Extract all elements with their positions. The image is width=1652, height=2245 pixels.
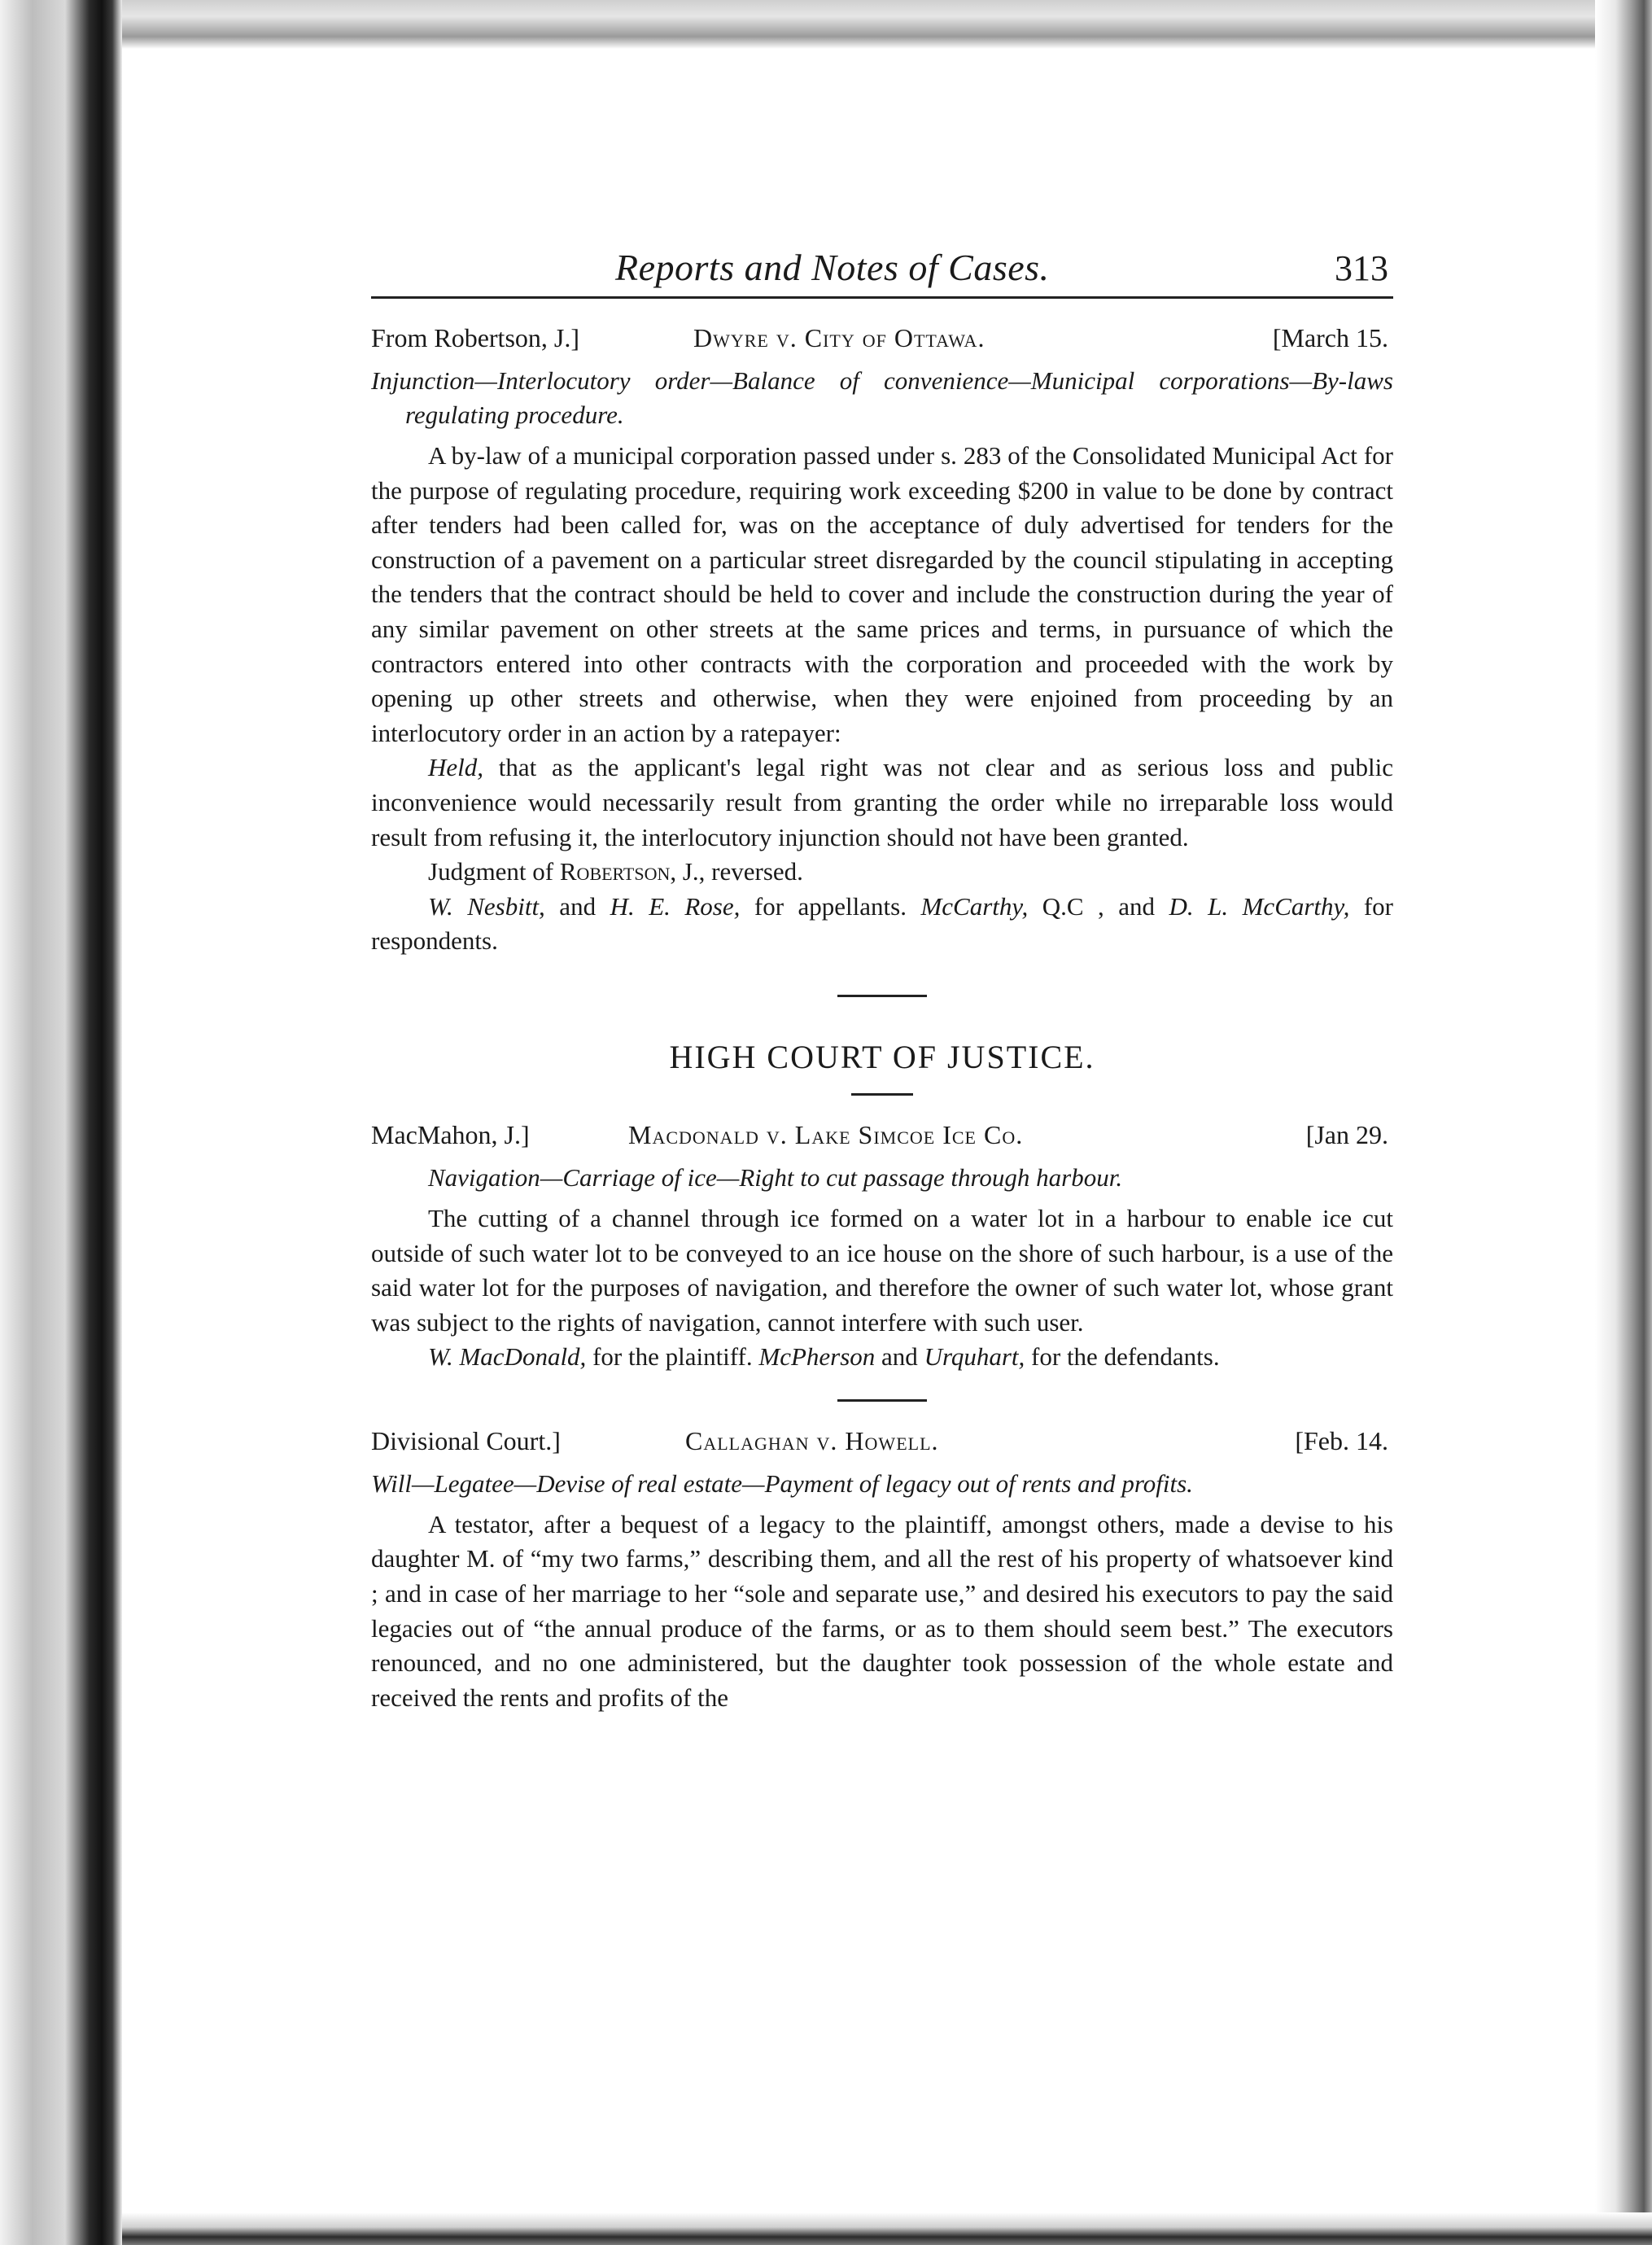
case-parties: Callaghan v. Howell. xyxy=(685,1425,939,1455)
case-parties: Macdonald v. Lake Simcoe Ice Co. xyxy=(628,1119,1024,1149)
case-paragraph: The cutting of a channel through ice formed on a water lot in a harbour to enable ice cut outside of such water lot to be conveyed to an ice house on the shore of such harbour, is a use of the said water lot for the purposes of navigation, and therefore the owner of such water lot, whose grant was subject to the rights of navigation, cannot interfere with such user. xyxy=(371,1203,1393,1337)
held-text: that as the applicant's legal right was not clear and as serious loss and public inconvenience would necessarily result from granting the order while no irreparable loss would result from refusing it, the interlocutory injunction should not have been granted. xyxy=(371,753,1393,851)
section-divider xyxy=(851,1093,913,1096)
case-holding xyxy=(371,751,1393,855)
case-counsel xyxy=(371,890,1393,959)
judgment-prefix: Judgment of xyxy=(428,857,560,886)
case-headnote: Navigation—Carriage of ice—Right to cut passage through harbour. xyxy=(428,1162,1123,1192)
judgment-suffix: , J., reversed. xyxy=(670,857,803,886)
case-date: [Jan 29. xyxy=(1305,1119,1388,1149)
case-heading-macdonald xyxy=(371,1120,1393,1156)
counsel-name: W. MacDonald, xyxy=(428,1342,587,1372)
page-number: 313 xyxy=(1335,248,1388,288)
counsel-name: Urquhart, xyxy=(924,1342,1025,1372)
counsel-role: for the defendants. xyxy=(1025,1342,1220,1372)
counsel-name: McCarthy, xyxy=(920,891,1029,921)
case-headnote: Injunction—Interlocutory order—Balance of convenience—Municipal corporations—By-laws regulating procedure. xyxy=(371,366,1393,429)
case-heading-dwyre xyxy=(371,323,1393,359)
counsel-name: McPherson xyxy=(758,1342,876,1372)
scan-bottom-edge xyxy=(122,2212,1652,2245)
case-headnote: Will—Legatee—Devise of real estate—Payment of legacy out of rents and profits. xyxy=(371,1468,1193,1498)
scan-top-edge xyxy=(122,0,1652,49)
case-court: Divisional Court.] xyxy=(371,1425,561,1455)
case-court: MacMahon, J.] xyxy=(371,1119,530,1149)
case-court: From Robertson, J.] xyxy=(371,323,579,352)
scan-binding-edge xyxy=(0,0,122,2245)
running-header xyxy=(371,244,1393,299)
counsel-name: H. E. Rose, xyxy=(610,891,741,921)
counsel-name: W. Nesbitt, xyxy=(428,891,545,921)
case-date: [Feb. 14. xyxy=(1295,1425,1388,1455)
judgment-judge: Robertson xyxy=(559,857,671,886)
counsel-role: for respondents. xyxy=(371,891,1393,956)
section-divider xyxy=(837,995,927,997)
case-judgment xyxy=(371,855,1393,890)
counsel-joiner: Q.C , and xyxy=(1028,891,1169,921)
case-date: [March 15. xyxy=(1272,323,1388,352)
counsel-joiner: and xyxy=(544,891,610,921)
case-paragraph: A by-law of a municipal corporation passed under s. 283 of the Consolidated Municipal Act for the purpose of regulating procedure, requiring work exceeding $200 in value to be done by contract after tenders had been called for, was on the acceptance of duly advertised for tenders for the construction of a pavement on a particular street disregarded by the council stipulating in accepting the tenders that the contract should be held to cover and include the construction during the year of any similar pavement on other streets at the same prices and terms, in pursuance of which the contractors entered into other contracts with the corporation and proceeded with the work by opening up other streets and otherwise, when they were enjoined from proceeding by an interlocutory order in an action by a ratepayer: xyxy=(371,441,1393,747)
counsel-name: D. L. McCarthy, xyxy=(1169,891,1350,921)
page-content xyxy=(371,244,1393,1715)
case-paragraph: A testator, after a bequest of a legacy to the plaintiff, amongst others, made a devise to his daughter M. of “my two farms,” describing them, and all the rest of his property of whatsoever kind ; and in case of her marriage to her “sole and separate use,” and desired his executors to pay the said legacies out of “the annual produce of the farms, or as to them should seem best.” The executors renounced, and no one administered, but the daughter took possession of the whole estate and received the rents and profits of the xyxy=(371,1509,1393,1712)
running-title: Reports and Notes of Cases. xyxy=(615,247,1050,288)
case-heading-callaghan xyxy=(371,1426,1393,1462)
case-parties: Dwyre v. City of Ottawa. xyxy=(693,323,986,352)
scan-right-edge xyxy=(1595,0,1652,2245)
held-word: Held, xyxy=(428,753,484,782)
counsel-joiner: and xyxy=(875,1342,924,1372)
case-counsel xyxy=(371,1340,1393,1375)
section-title: HIGH COURT OF JUSTICE. xyxy=(669,1038,1095,1075)
case-divider xyxy=(837,1399,927,1402)
counsel-role: for appellants. xyxy=(740,891,921,921)
counsel-role: for the plaintiff. xyxy=(586,1342,759,1372)
